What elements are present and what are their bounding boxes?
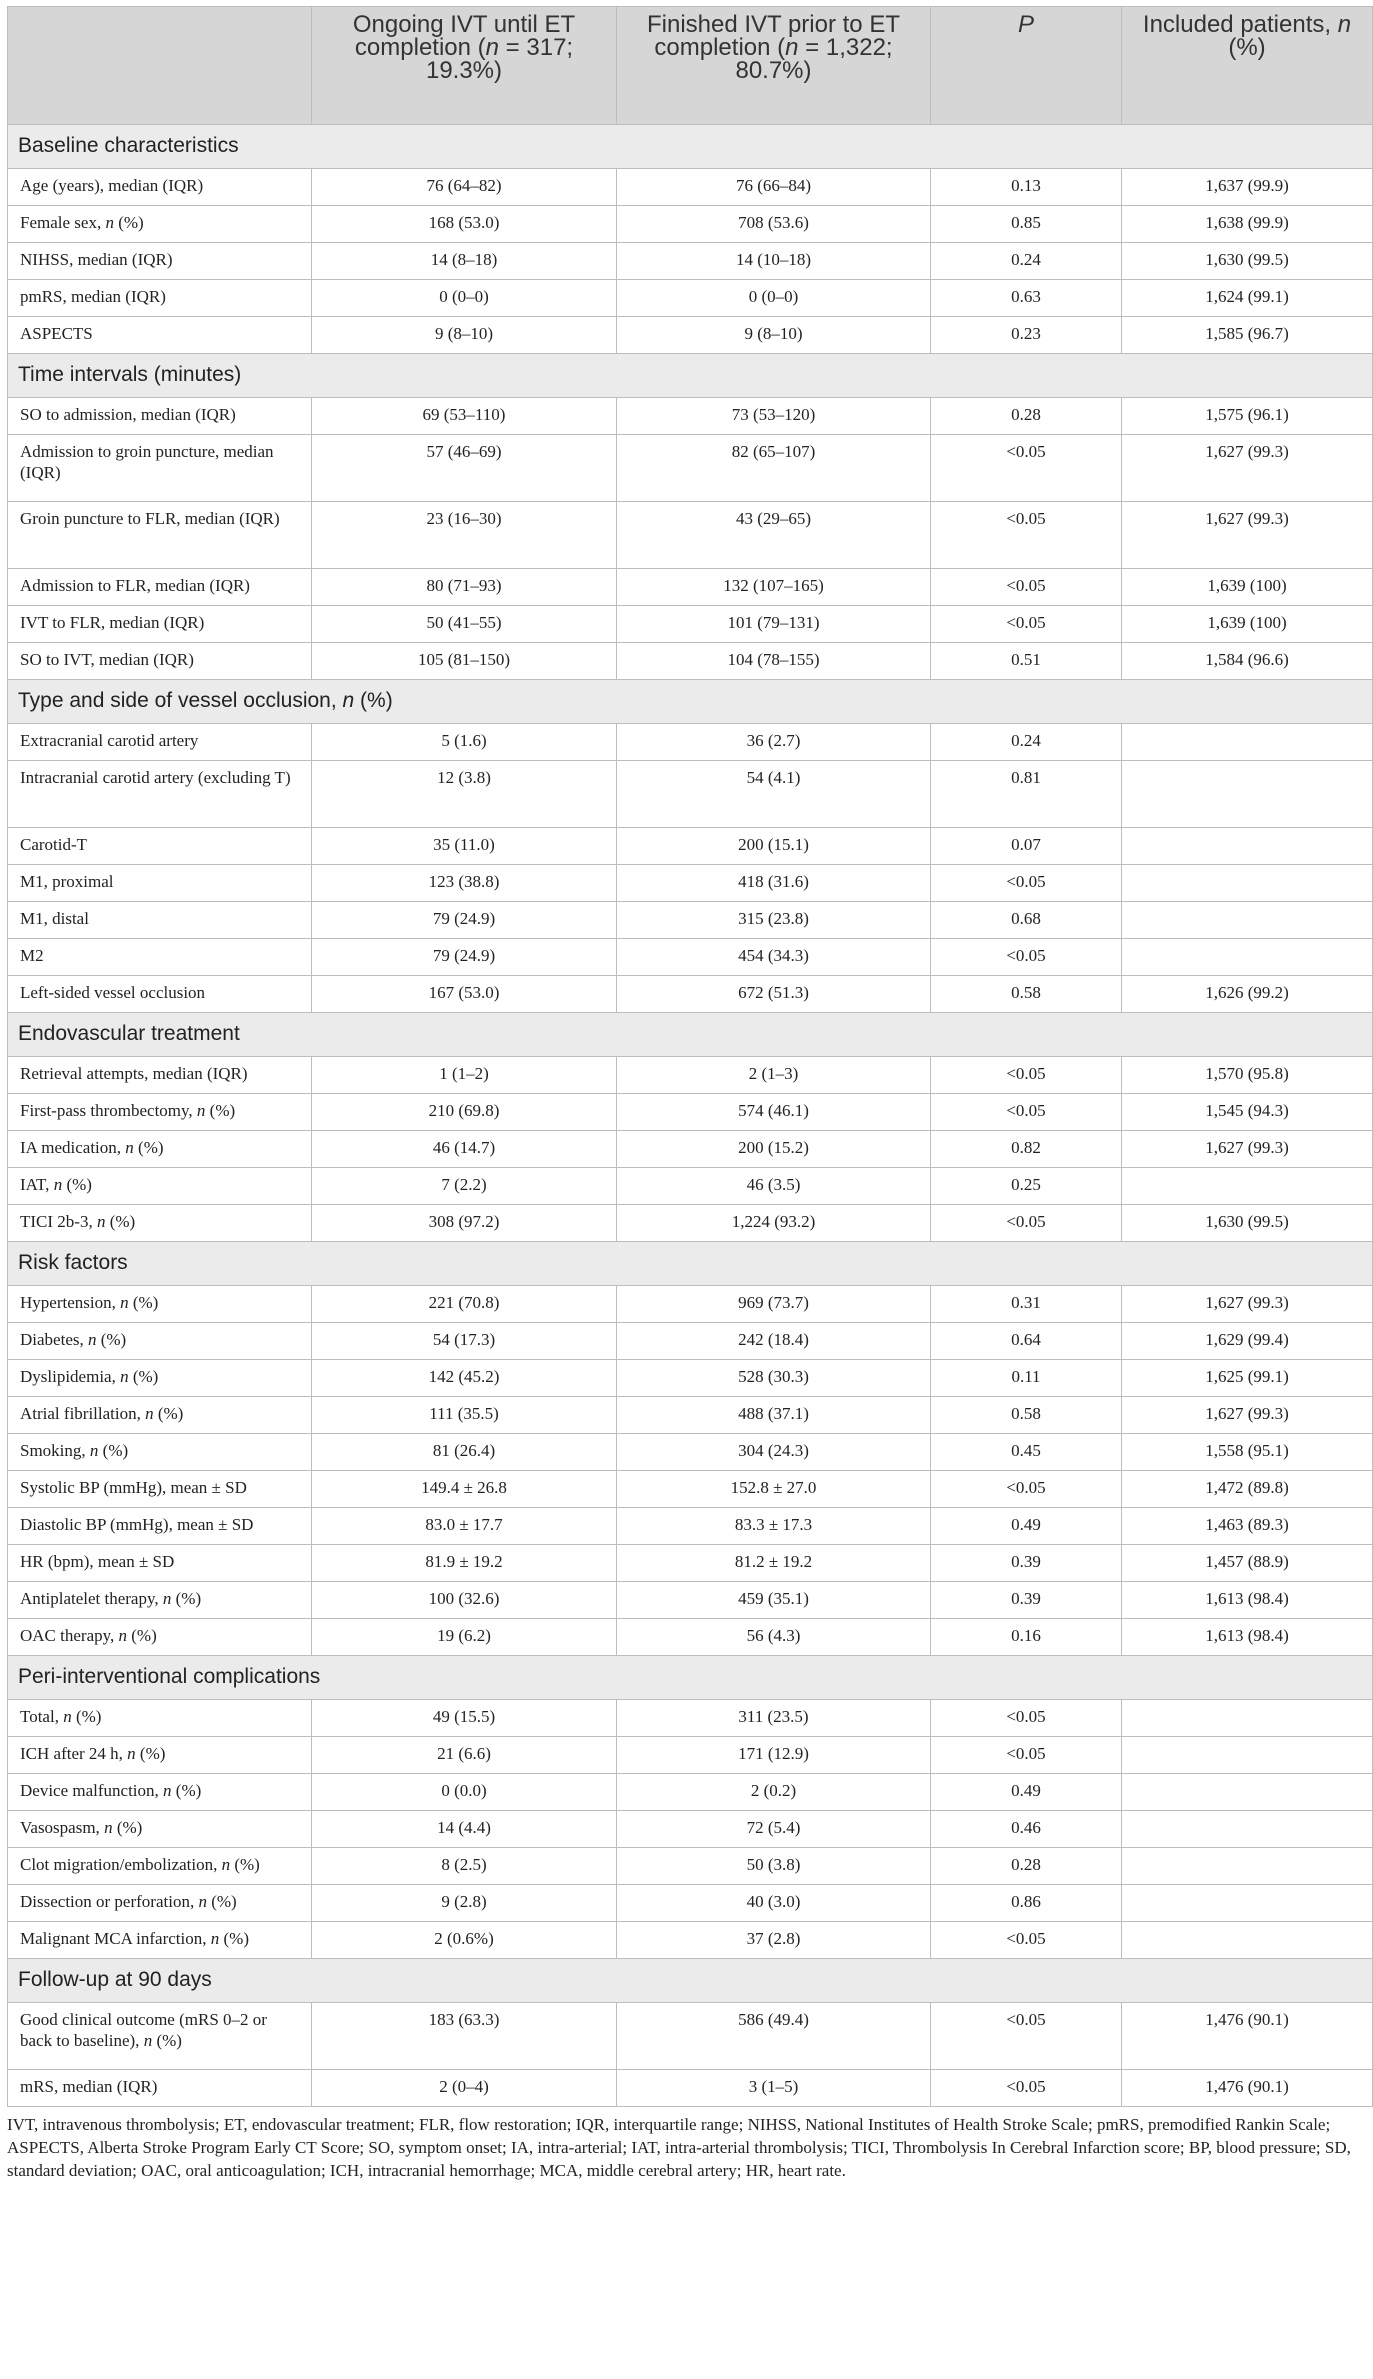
p-value-cell: 0.25 [931, 1168, 1122, 1205]
finished-ivt-cell: 304 (24.3) [617, 1434, 931, 1471]
finished-ivt-cell: 586 (49.4) [617, 2003, 931, 2070]
finished-ivt-cell: 101 (79–131) [617, 606, 931, 643]
row-label-cell: Female sex, n (%) [8, 206, 312, 243]
p-value-cell: 0.23 [931, 317, 1122, 354]
ongoing-ivt-cell: 5 (1.6) [312, 724, 617, 761]
ongoing-ivt-cell: 19 (6.2) [312, 1619, 617, 1656]
ongoing-ivt-cell: 14 (8–18) [312, 243, 617, 280]
finished-ivt-cell: 574 (46.1) [617, 1094, 931, 1131]
header-cell-p-value: P [931, 7, 1122, 125]
row-label-cell: IVT to FLR, median (IQR) [8, 606, 312, 643]
included-patients-cell: 1,630 (99.5) [1122, 243, 1373, 280]
p-value-cell: 0.49 [931, 1508, 1122, 1545]
ongoing-ivt-cell: 23 (16–30) [312, 502, 617, 569]
finished-ivt-cell: 528 (30.3) [617, 1360, 931, 1397]
finished-ivt-cell: 454 (34.3) [617, 939, 931, 976]
included-patients-cell: 1,630 (99.5) [1122, 1205, 1373, 1242]
included-patients-cell: 1,624 (99.1) [1122, 280, 1373, 317]
included-patients-cell: 1,476 (90.1) [1122, 2070, 1373, 2107]
row-label-cell: IA medication, n (%) [8, 1131, 312, 1168]
ongoing-ivt-cell: 35 (11.0) [312, 828, 617, 865]
ongoing-ivt-cell: 81 (26.4) [312, 1434, 617, 1471]
ongoing-ivt-cell: 57 (46–69) [312, 435, 617, 502]
table-row [8, 828, 1373, 865]
row-label-cell: Age (years), median (IQR) [8, 169, 312, 206]
row-label-cell: NIHSS, median (IQR) [8, 243, 312, 280]
table-row [8, 502, 1373, 569]
row-label-cell: Antiplatelet therapy, n (%) [8, 1582, 312, 1619]
p-value-cell: <0.05 [931, 2070, 1122, 2107]
table-row [8, 1286, 1373, 1323]
ongoing-ivt-cell: 76 (64–82) [312, 169, 617, 206]
ongoing-ivt-cell: 168 (53.0) [312, 206, 617, 243]
row-label-cell: Groin puncture to FLR, median (IQR) [8, 502, 312, 569]
finished-ivt-cell: 9 (8–10) [617, 317, 931, 354]
row-label-cell: pmRS, median (IQR) [8, 280, 312, 317]
row-label-cell: Malignant MCA infarction, n (%) [8, 1922, 312, 1959]
table-row [8, 1700, 1373, 1737]
finished-ivt-cell: 171 (12.9) [617, 1737, 931, 1774]
table-row [8, 902, 1373, 939]
included-patients-cell: 1,545 (94.3) [1122, 1094, 1373, 1131]
included-patients-cell: 1,575 (96.1) [1122, 398, 1373, 435]
row-label-cell: Retrieval attempts, median (IQR) [8, 1057, 312, 1094]
table-row [8, 976, 1373, 1013]
finished-ivt-cell: 104 (78–155) [617, 643, 931, 680]
included-patients-cell [1122, 902, 1373, 939]
included-patients-cell: 1,457 (88.9) [1122, 1545, 1373, 1582]
section-title: Endovascular treatment [8, 1013, 1373, 1057]
included-patients-cell: 1,627 (99.3) [1122, 1131, 1373, 1168]
included-patients-cell [1122, 865, 1373, 902]
table-row [8, 1471, 1373, 1508]
ongoing-ivt-cell: 80 (71–93) [312, 569, 617, 606]
finished-ivt-cell: 3 (1–5) [617, 2070, 931, 2107]
p-value-cell: <0.05 [931, 1922, 1122, 1959]
header-cell-ongoing-ivt: Ongoing IVT until ET completion (n = 317; 19.3%) [312, 7, 617, 125]
row-label-cell: mRS, median (IQR) [8, 2070, 312, 2107]
ongoing-ivt-cell: 210 (69.8) [312, 1094, 617, 1131]
header-cell-finished-ivt: Finished IVT prior to ET completion (n = 1,322; 80.7%) [617, 7, 931, 125]
ongoing-ivt-cell: 221 (70.8) [312, 1286, 617, 1323]
row-label-cell: M1, proximal [8, 865, 312, 902]
p-value-cell: 0.82 [931, 1131, 1122, 1168]
row-label-cell: M2 [8, 939, 312, 976]
ongoing-ivt-cell: 105 (81–150) [312, 643, 617, 680]
included-patients-cell: 1,625 (99.1) [1122, 1360, 1373, 1397]
table-row [8, 280, 1373, 317]
p-value-cell: 0.45 [931, 1434, 1122, 1471]
included-patients-cell: 1,463 (89.3) [1122, 1508, 1373, 1545]
p-value-cell: 0.13 [931, 169, 1122, 206]
p-value-cell: <0.05 [931, 939, 1122, 976]
p-value-cell: 0.81 [931, 761, 1122, 828]
table-row [8, 1168, 1373, 1205]
header-cell-label [8, 7, 312, 125]
ongoing-ivt-cell: 46 (14.7) [312, 1131, 617, 1168]
table-row [8, 1848, 1373, 1885]
row-label-cell: Device malfunction, n (%) [8, 1774, 312, 1811]
row-label-cell: OAC therapy, n (%) [8, 1619, 312, 1656]
ongoing-ivt-cell: 167 (53.0) [312, 976, 617, 1013]
finished-ivt-cell: 43 (29–65) [617, 502, 931, 569]
finished-ivt-cell: 672 (51.3) [617, 976, 931, 1013]
table-row [8, 1619, 1373, 1656]
finished-ivt-cell: 81.2 ± 19.2 [617, 1545, 931, 1582]
p-value-cell: 0.28 [931, 1848, 1122, 1885]
table-row [8, 1360, 1373, 1397]
included-patients-cell [1122, 1737, 1373, 1774]
table-row [8, 1811, 1373, 1848]
finished-ivt-cell: 459 (35.1) [617, 1582, 931, 1619]
p-value-cell: <0.05 [931, 569, 1122, 606]
p-value-cell: <0.05 [931, 435, 1122, 502]
p-value-cell: 0.39 [931, 1582, 1122, 1619]
included-patients-cell: 1,558 (95.1) [1122, 1434, 1373, 1471]
table-row [8, 1205, 1373, 1242]
table-row [8, 398, 1373, 435]
finished-ivt-cell: 242 (18.4) [617, 1323, 931, 1360]
p-value-cell: 0.39 [931, 1545, 1122, 1582]
p-value-cell: 0.63 [931, 280, 1122, 317]
ongoing-ivt-cell: 7 (2.2) [312, 1168, 617, 1205]
p-value-cell: 0.49 [931, 1774, 1122, 1811]
ongoing-ivt-cell: 308 (97.2) [312, 1205, 617, 1242]
included-patients-cell: 1,584 (96.6) [1122, 643, 1373, 680]
finished-ivt-cell: 969 (73.7) [617, 1286, 931, 1323]
ongoing-ivt-cell: 149.4 ± 26.8 [312, 1471, 617, 1508]
row-label-cell: TICI 2b-3, n (%) [8, 1205, 312, 1242]
row-label-cell: ICH after 24 h, n (%) [8, 1737, 312, 1774]
ongoing-ivt-cell: 9 (8–10) [312, 317, 617, 354]
table-row [8, 1094, 1373, 1131]
included-patients-cell: 1,639 (100) [1122, 606, 1373, 643]
finished-ivt-cell: 82 (65–107) [617, 435, 931, 502]
ongoing-ivt-cell: 2 (0–4) [312, 2070, 617, 2107]
table-row [8, 606, 1373, 643]
finished-ivt-cell: 200 (15.1) [617, 828, 931, 865]
finished-ivt-cell: 708 (53.6) [617, 206, 931, 243]
section-title: Baseline characteristics [8, 125, 1373, 169]
table-row [8, 1397, 1373, 1434]
section-row [8, 680, 1373, 724]
section-title: Follow-up at 90 days [8, 1959, 1373, 2003]
p-value-cell: <0.05 [931, 2003, 1122, 2070]
p-value-cell: <0.05 [931, 1094, 1122, 1131]
section-title: Type and side of vessel occlusion, n (%) [8, 680, 1373, 724]
included-patients-cell [1122, 828, 1373, 865]
row-label-cell: ASPECTS [8, 317, 312, 354]
included-patients-cell: 1,626 (99.2) [1122, 976, 1373, 1013]
section-title: Time intervals (minutes) [8, 354, 1373, 398]
table-row [8, 1737, 1373, 1774]
header-row [8, 7, 1373, 125]
included-patients-cell [1122, 1848, 1373, 1885]
included-patients-cell [1122, 1811, 1373, 1848]
finished-ivt-cell: 152.8 ± 27.0 [617, 1471, 931, 1508]
section-row [8, 1656, 1373, 1700]
row-label-cell: Dyslipidemia, n (%) [8, 1360, 312, 1397]
included-patients-cell: 1,638 (99.9) [1122, 206, 1373, 243]
section-row [8, 125, 1373, 169]
row-label-cell: Admission to FLR, median (IQR) [8, 569, 312, 606]
included-patients-cell: 1,472 (89.8) [1122, 1471, 1373, 1508]
included-patients-cell [1122, 1700, 1373, 1737]
table-row [8, 206, 1373, 243]
ongoing-ivt-cell: 111 (35.5) [312, 1397, 617, 1434]
table-row [8, 1774, 1373, 1811]
p-value-cell: 0.28 [931, 398, 1122, 435]
row-label-cell: Vasospasm, n (%) [8, 1811, 312, 1848]
included-patients-cell: 1,637 (99.9) [1122, 169, 1373, 206]
row-label-cell: M1, distal [8, 902, 312, 939]
row-label-cell: SO to IVT, median (IQR) [8, 643, 312, 680]
included-patients-cell: 1,585 (96.7) [1122, 317, 1373, 354]
finished-ivt-cell: 2 (1–3) [617, 1057, 931, 1094]
finished-ivt-cell: 1,224 (93.2) [617, 1205, 931, 1242]
row-label-cell: SO to admission, median (IQR) [8, 398, 312, 435]
included-patients-cell: 1,639 (100) [1122, 569, 1373, 606]
table-row [8, 1545, 1373, 1582]
included-patients-cell: 1,476 (90.1) [1122, 2003, 1373, 2070]
row-label-cell: HR (bpm), mean ± SD [8, 1545, 312, 1582]
p-value-cell: <0.05 [931, 1057, 1122, 1094]
finished-ivt-cell: 46 (3.5) [617, 1168, 931, 1205]
finished-ivt-cell: 2 (0.2) [617, 1774, 931, 1811]
row-label-cell: Smoking, n (%) [8, 1434, 312, 1471]
table-row [8, 865, 1373, 902]
table-row [8, 1922, 1373, 1959]
finished-ivt-cell: 200 (15.2) [617, 1131, 931, 1168]
p-value-cell: <0.05 [931, 1700, 1122, 1737]
row-label-cell: Intracranial carotid artery (excluding T) [8, 761, 312, 828]
p-value-cell: <0.05 [931, 1471, 1122, 1508]
p-value-cell: 0.85 [931, 206, 1122, 243]
p-value-cell: 0.24 [931, 243, 1122, 280]
table-row [8, 1885, 1373, 1922]
ongoing-ivt-cell: 123 (38.8) [312, 865, 617, 902]
section-row [8, 1242, 1373, 1286]
ongoing-ivt-cell: 14 (4.4) [312, 1811, 617, 1848]
p-value-cell: 0.46 [931, 1811, 1122, 1848]
finished-ivt-cell: 54 (4.1) [617, 761, 931, 828]
row-label-cell: Systolic BP (mmHg), mean ± SD [8, 1471, 312, 1508]
row-label-cell: Good clinical outcome (mRS 0–2 or back to baseline), n (%) [8, 2003, 312, 2070]
p-value-cell: <0.05 [931, 1205, 1122, 1242]
p-value-cell: 0.64 [931, 1323, 1122, 1360]
row-label-cell: Clot migration/embolization, n (%) [8, 1848, 312, 1885]
ongoing-ivt-cell: 0 (0–0) [312, 280, 617, 317]
data-table [7, 6, 1373, 2107]
row-label-cell: Diabetes, n (%) [8, 1323, 312, 1360]
ongoing-ivt-cell: 2 (0.6%) [312, 1922, 617, 1959]
finished-ivt-cell: 311 (23.5) [617, 1700, 931, 1737]
included-patients-cell [1122, 761, 1373, 828]
ongoing-ivt-cell: 1 (1–2) [312, 1057, 617, 1094]
section-title: Peri-interventional complications [8, 1656, 1373, 1700]
p-value-cell: 0.24 [931, 724, 1122, 761]
table-row [8, 643, 1373, 680]
p-value-cell: 0.58 [931, 1397, 1122, 1434]
section-title: Risk factors [8, 1242, 1373, 1286]
ongoing-ivt-cell: 81.9 ± 19.2 [312, 1545, 617, 1582]
included-patients-cell [1122, 1885, 1373, 1922]
table-row [8, 435, 1373, 502]
p-value-cell: <0.05 [931, 865, 1122, 902]
row-label-cell: Carotid-T [8, 828, 312, 865]
row-label-cell: Hypertension, n (%) [8, 1286, 312, 1323]
finished-ivt-cell: 37 (2.8) [617, 1922, 931, 1959]
ongoing-ivt-cell: 49 (15.5) [312, 1700, 617, 1737]
ongoing-ivt-cell: 142 (45.2) [312, 1360, 617, 1397]
finished-ivt-cell: 36 (2.7) [617, 724, 931, 761]
finished-ivt-cell: 76 (66–84) [617, 169, 931, 206]
p-value-cell: 0.58 [931, 976, 1122, 1013]
finished-ivt-cell: 0 (0–0) [617, 280, 931, 317]
p-value-cell: 0.11 [931, 1360, 1122, 1397]
finished-ivt-cell: 72 (5.4) [617, 1811, 931, 1848]
table-row [8, 1057, 1373, 1094]
ongoing-ivt-cell: 183 (63.3) [312, 2003, 617, 2070]
ongoing-ivt-cell: 50 (41–55) [312, 606, 617, 643]
row-label-cell: Atrial fibrillation, n (%) [8, 1397, 312, 1434]
p-value-cell: 0.68 [931, 902, 1122, 939]
header-cell-included-patients: Included patients, n (%) [1122, 7, 1373, 125]
ongoing-ivt-cell: 83.0 ± 17.7 [312, 1508, 617, 1545]
row-label-cell: Diastolic BP (mmHg), mean ± SD [8, 1508, 312, 1545]
table-row [8, 2003, 1373, 2070]
finished-ivt-cell: 73 (53–120) [617, 398, 931, 435]
included-patients-cell: 1,627 (99.3) [1122, 502, 1373, 569]
ongoing-ivt-cell: 12 (3.8) [312, 761, 617, 828]
table-body [8, 125, 1373, 2107]
table-row [8, 169, 1373, 206]
table-row [8, 1323, 1373, 1360]
row-label-cell: Left-sided vessel occlusion [8, 976, 312, 1013]
table-row [8, 761, 1373, 828]
table-row [8, 569, 1373, 606]
table-row [8, 1508, 1373, 1545]
included-patients-cell [1122, 1774, 1373, 1811]
table-row [8, 243, 1373, 280]
ongoing-ivt-cell: 21 (6.6) [312, 1737, 617, 1774]
included-patients-cell [1122, 939, 1373, 976]
p-value-cell: 0.16 [931, 1619, 1122, 1656]
ongoing-ivt-cell: 100 (32.6) [312, 1582, 617, 1619]
included-patients-cell: 1,570 (95.8) [1122, 1057, 1373, 1094]
section-row [8, 1959, 1373, 2003]
included-patients-cell [1122, 1922, 1373, 1959]
finished-ivt-cell: 418 (31.6) [617, 865, 931, 902]
table-row [8, 1582, 1373, 1619]
p-value-cell: <0.05 [931, 1737, 1122, 1774]
ongoing-ivt-cell: 79 (24.9) [312, 902, 617, 939]
row-label-cell: Admission to groin puncture, median (IQR) [8, 435, 312, 502]
included-patients-cell: 1,613 (98.4) [1122, 1582, 1373, 1619]
ongoing-ivt-cell: 69 (53–110) [312, 398, 617, 435]
ongoing-ivt-cell: 8 (2.5) [312, 1848, 617, 1885]
finished-ivt-cell: 132 (107–165) [617, 569, 931, 606]
row-label-cell: IAT, n (%) [8, 1168, 312, 1205]
finished-ivt-cell: 488 (37.1) [617, 1397, 931, 1434]
table-row [8, 939, 1373, 976]
finished-ivt-cell: 315 (23.8) [617, 902, 931, 939]
ongoing-ivt-cell: 0 (0.0) [312, 1774, 617, 1811]
p-value-cell: 0.07 [931, 828, 1122, 865]
p-value-cell: 0.86 [931, 1885, 1122, 1922]
table-container [7, 6, 1372, 2182]
ongoing-ivt-cell: 79 (24.9) [312, 939, 617, 976]
finished-ivt-cell: 14 (10–18) [617, 243, 931, 280]
p-value-cell: <0.05 [931, 502, 1122, 569]
p-value-cell: <0.05 [931, 606, 1122, 643]
ongoing-ivt-cell: 54 (17.3) [312, 1323, 617, 1360]
row-label-cell: First-pass thrombectomy, n (%) [8, 1094, 312, 1131]
p-value-cell: 0.31 [931, 1286, 1122, 1323]
p-value-cell: 0.51 [931, 643, 1122, 680]
row-label-cell: Dissection or perforation, n (%) [8, 1885, 312, 1922]
table-row [8, 1434, 1373, 1471]
finished-ivt-cell: 50 (3.8) [617, 1848, 931, 1885]
included-patients-cell: 1,627 (99.3) [1122, 1286, 1373, 1323]
table-footnote: IVT, intravenous thrombolysis; ET, endovascular treatment; FLR, flow restoration; IQR, interquartile range; NIHSS, National Institutes of Health Stroke Scale; pmRS, premodified Rankin Scale; ASPECTS, Alberta Stroke Program Early CT Score; SO, symptom onset; IA, intra-arterial; IAT, intra-arterial thrombolysis; TICI, Thrombolysis In Cerebral Infarction score; BP, blood pressure; SD, standard deviation; OAC, oral anticoagulation; ICH, intracranial hemorrhage; MCA, middle cerebral artery; HR, heart rate. [7, 2115, 1351, 2180]
table-row [8, 317, 1373, 354]
included-patients-cell: 1,613 (98.4) [1122, 1619, 1373, 1656]
finished-ivt-cell: 40 (3.0) [617, 1885, 931, 1922]
ongoing-ivt-cell: 9 (2.8) [312, 1885, 617, 1922]
table-row [8, 724, 1373, 761]
row-label-cell: Extracranial carotid artery [8, 724, 312, 761]
row-label-cell: Total, n (%) [8, 1700, 312, 1737]
included-patients-cell [1122, 724, 1373, 761]
included-patients-cell [1122, 1168, 1373, 1205]
section-row [8, 354, 1373, 398]
finished-ivt-cell: 83.3 ± 17.3 [617, 1508, 931, 1545]
included-patients-cell: 1,629 (99.4) [1122, 1323, 1373, 1360]
included-patients-cell: 1,627 (99.3) [1122, 1397, 1373, 1434]
included-patients-cell: 1,627 (99.3) [1122, 435, 1373, 502]
table-row [8, 1131, 1373, 1168]
table-row [8, 2070, 1373, 2107]
section-row [8, 1013, 1373, 1057]
finished-ivt-cell: 56 (4.3) [617, 1619, 931, 1656]
